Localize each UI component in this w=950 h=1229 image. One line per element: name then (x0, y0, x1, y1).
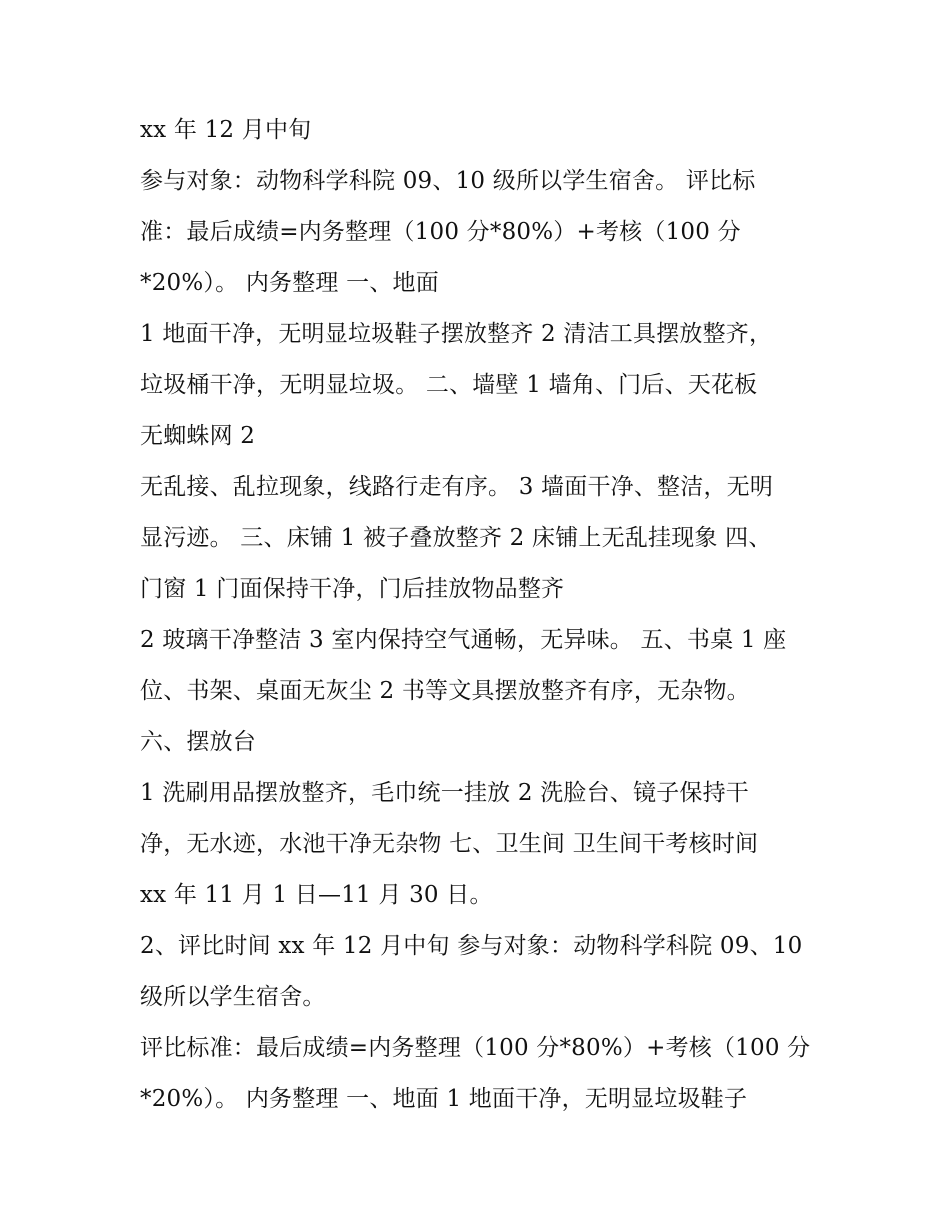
text-line: 1 洗刷用品摆放整齐，毛巾统一挂放 2 洗脸台、镜子保持干 (140, 780, 749, 806)
text-line: xx 年 11 月 1 日—11 月 30 日。 (140, 882, 493, 908)
text-line: 参与对象：动物科学科院 09、10 级所以学生宿舍。 评比标 (140, 168, 756, 194)
text-line: 无蜘蛛网 2 (140, 423, 256, 449)
text-line: 位、书架、桌面无灰尘 2 书等文具摆放整齐有序，无杂物。 (140, 678, 750, 704)
text-line: 2 玻璃干净整洁 3 室内保持空气通畅，无异味。 五、书桌 1 座 (140, 627, 787, 653)
document-body (140, 112, 820, 1132)
text-line: 1 地面干净，无明显垃圾鞋子摆放整齐 2 清洁工具摆放整齐， (140, 321, 773, 347)
text-line: 垃圾桶干净，无明显垃圾。 二、墙壁 1 墙角、门后、天花板 (140, 372, 758, 398)
text-line: *20%）。 内务整理 一、地面 1 地面干净，无明显垃圾鞋子 (140, 1086, 748, 1112)
text-line: 无乱接、乱拉现象，线路行走有序。 3 墙面干净、整洁，无明 (140, 474, 774, 500)
text-line: 评比标准：最后成绩=内务整理（100 分*80%）+考核（100 分 (140, 1035, 811, 1061)
text-line: xx 年 12 月中旬 (140, 117, 312, 143)
text-line: 净，无水迹，水池干净无杂物 七、卫生间 卫生间干考核时间 (140, 831, 759, 857)
text-line: 准：最后成绩=内务整理（100 分*80%）+考核（100 分 (140, 219, 741, 245)
text-line: 级所以学生宿舍。 (140, 984, 326, 1010)
text-line: 门窗 1 门面保持干净，门后挂放物品整齐 (140, 576, 565, 602)
text-line: 2、评比时间 xx 年 12 月中旬 参与对象：动物科学科院 09、10 (140, 933, 803, 959)
text-line: 六、摆放台 (140, 729, 256, 755)
text-line: 显污迹。 三、床铺 1 被子叠放整齐 2 床铺上无乱挂现象 四、 (140, 525, 772, 551)
text-line: *20%）。 内务整理 一、地面 (140, 270, 439, 296)
